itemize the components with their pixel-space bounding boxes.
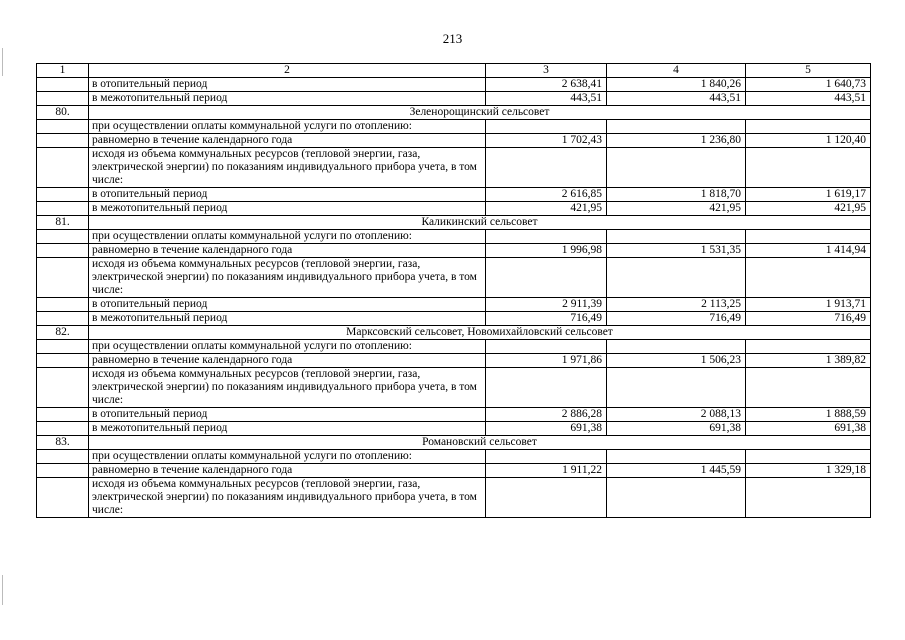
value-col-4: [607, 258, 746, 298]
value-col-4: 1 445,59: [607, 464, 746, 478]
value-col-3: 2 638,41: [486, 78, 607, 92]
row-description: равномерно в течение календарного года: [89, 354, 486, 368]
value-col-4: 2 113,25: [607, 298, 746, 312]
table-row: [37, 340, 871, 354]
value-col-3: [486, 450, 607, 464]
row-description: в межотопительный период: [89, 202, 486, 216]
row-number: [37, 312, 89, 326]
settlement-title: Каликинский сельсовет: [89, 216, 871, 230]
value-col-4: 691,38: [607, 422, 746, 436]
settlement-title: Романовский сельсовет: [89, 436, 871, 450]
value-col-4: [607, 368, 746, 408]
value-col-4: 421,95: [607, 202, 746, 216]
value-col-3: [486, 230, 607, 244]
row-description: в отопительный период: [89, 298, 486, 312]
row-description: при осуществлении оплаты коммунальной услуги по отоплению:: [89, 340, 486, 354]
table-group-row: [37, 436, 871, 450]
table-group-row: [37, 106, 871, 120]
settlement-title: Марксовский сельсовет, Новомихайловский сельсовет: [89, 326, 871, 340]
value-col-3: [486, 258, 607, 298]
column-header-5: 5: [746, 64, 871, 78]
value-col-4: 1 840,26: [607, 78, 746, 92]
value-col-4: 443,51: [607, 92, 746, 106]
value-col-3: 2 886,28: [486, 408, 607, 422]
row-description: в межотопительный период: [89, 92, 486, 106]
tariff-table: [36, 63, 871, 518]
value-col-5: [746, 148, 871, 188]
table-row: [37, 408, 871, 422]
value-col-5: 421,95: [746, 202, 871, 216]
value-col-3: 716,49: [486, 312, 607, 326]
value-col-4: [607, 450, 746, 464]
value-col-4: [607, 230, 746, 244]
value-col-5: 1 888,59: [746, 408, 871, 422]
value-col-5: [746, 478, 871, 518]
table-row: [37, 134, 871, 148]
row-number: 82.: [37, 326, 89, 340]
row-description: при осуществлении оплаты коммунальной услуги по отоплению:: [89, 230, 486, 244]
value-col-5: 443,51: [746, 92, 871, 106]
settlement-title: Зеленорощинский сельсовет: [89, 106, 871, 120]
row-description: исходя из объема коммунальных ресурсов (тепловой энергии, газа, электрической энергии) по показаниям индивидуального прибора учета, в том числе:: [89, 368, 486, 408]
value-col-3: 2 616,85: [486, 188, 607, 202]
value-col-3: [486, 368, 607, 408]
value-col-3: 2 911,39: [486, 298, 607, 312]
column-header-2: 2: [89, 64, 486, 78]
row-description: в межотопительный период: [89, 422, 486, 436]
value-col-3: 443,51: [486, 92, 607, 106]
value-col-4: 1 818,70: [607, 188, 746, 202]
row-number: [37, 202, 89, 216]
row-number: [37, 408, 89, 422]
table-row: [37, 450, 871, 464]
row-number: [37, 340, 89, 354]
row-number: [37, 464, 89, 478]
table-row: [37, 244, 871, 258]
table-row: [37, 120, 871, 134]
value-col-5: 716,49: [746, 312, 871, 326]
row-description: при осуществлении оплаты коммунальной услуги по отоплению:: [89, 120, 486, 134]
row-number: 83.: [37, 436, 89, 450]
row-number: 81.: [37, 216, 89, 230]
value-col-5: 1 389,82: [746, 354, 871, 368]
row-number: [37, 188, 89, 202]
row-description: исходя из объема коммунальных ресурсов (тепловой энергии, газа, электрической энергии) по показаниям индивидуального прибора учета, в том числе:: [89, 478, 486, 518]
row-description: равномерно в течение календарного года: [89, 464, 486, 478]
row-number: [37, 120, 89, 134]
table-row: [37, 464, 871, 478]
table-row: [37, 78, 871, 92]
value-col-5: [746, 120, 871, 134]
scan-margin-mark: [2, 48, 3, 76]
value-col-5: [746, 230, 871, 244]
value-col-4: [607, 340, 746, 354]
value-col-5: 1 120,40: [746, 134, 871, 148]
column-header-4: 4: [607, 64, 746, 78]
row-description: исходя из объема коммунальных ресурсов (тепловой энергии, газа, электрической энергии) по показаниям индивидуального прибора учета, в том числе:: [89, 148, 486, 188]
row-description: в отопительный период: [89, 408, 486, 422]
table-row: [37, 312, 871, 326]
value-col-5: 1 913,71: [746, 298, 871, 312]
value-col-3: [486, 148, 607, 188]
row-number: [37, 230, 89, 244]
table-header-row: [37, 64, 871, 78]
table-group-row: [37, 216, 871, 230]
value-col-3: 1 996,98: [486, 244, 607, 258]
row-number: [37, 450, 89, 464]
value-col-3: 421,95: [486, 202, 607, 216]
table-row: [37, 148, 871, 188]
value-col-5: [746, 368, 871, 408]
row-number: [37, 148, 89, 188]
value-col-3: [486, 120, 607, 134]
value-col-5: 691,38: [746, 422, 871, 436]
table-body: [37, 64, 871, 518]
row-number: [37, 298, 89, 312]
row-description: в отопительный период: [89, 78, 486, 92]
row-number: [37, 422, 89, 436]
row-description: при осуществлении оплаты коммунальной услуги по отоплению:: [89, 450, 486, 464]
table-row: [37, 202, 871, 216]
value-col-3: [486, 478, 607, 518]
row-number: [37, 354, 89, 368]
value-col-4: 1 236,80: [607, 134, 746, 148]
row-number: [37, 258, 89, 298]
table-row: [37, 354, 871, 368]
row-number: [37, 478, 89, 518]
table-row: [37, 258, 871, 298]
row-description: в отопительный период: [89, 188, 486, 202]
row-number: [37, 78, 89, 92]
value-col-3: 1 911,22: [486, 464, 607, 478]
value-col-3: 1 702,43: [486, 134, 607, 148]
row-description: равномерно в течение календарного года: [89, 244, 486, 258]
value-col-5: 1 414,94: [746, 244, 871, 258]
table-row: [37, 188, 871, 202]
value-col-4: 1 531,35: [607, 244, 746, 258]
scan-margin-mark: [2, 575, 3, 605]
table-row: [37, 368, 871, 408]
row-number: 80.: [37, 106, 89, 120]
row-number: [37, 92, 89, 106]
value-col-4: [607, 478, 746, 518]
value-col-4: [607, 120, 746, 134]
value-col-5: [746, 450, 871, 464]
row-description: в межотопительный период: [89, 312, 486, 326]
row-description: равномерно в течение календарного года: [89, 134, 486, 148]
value-col-5: 1 329,18: [746, 464, 871, 478]
value-col-5: [746, 258, 871, 298]
table-row: [37, 230, 871, 244]
table-row: [37, 478, 871, 518]
row-number: [37, 244, 89, 258]
value-col-3: 691,38: [486, 422, 607, 436]
table-group-row: [37, 326, 871, 340]
value-col-5: 1 619,17: [746, 188, 871, 202]
value-col-4: 716,49: [607, 312, 746, 326]
value-col-4: 2 088,13: [607, 408, 746, 422]
column-header-3: 3: [486, 64, 607, 78]
table-row: [37, 422, 871, 436]
value-col-5: [746, 340, 871, 354]
table-row: [37, 298, 871, 312]
row-number: [37, 134, 89, 148]
value-col-4: [607, 148, 746, 188]
value-col-3: [486, 340, 607, 354]
value-col-3: 1 971,86: [486, 354, 607, 368]
page-number: 213: [442, 31, 463, 46]
row-number: [37, 368, 89, 408]
table-row: [37, 92, 871, 106]
value-col-5: 1 640,73: [746, 78, 871, 92]
column-header-1: 1: [37, 64, 89, 78]
value-col-4: 1 506,23: [607, 354, 746, 368]
row-description: исходя из объема коммунальных ресурсов (тепловой энергии, газа, электрической энергии) по показаниям индивидуального прибора учета, в том числе:: [89, 258, 486, 298]
